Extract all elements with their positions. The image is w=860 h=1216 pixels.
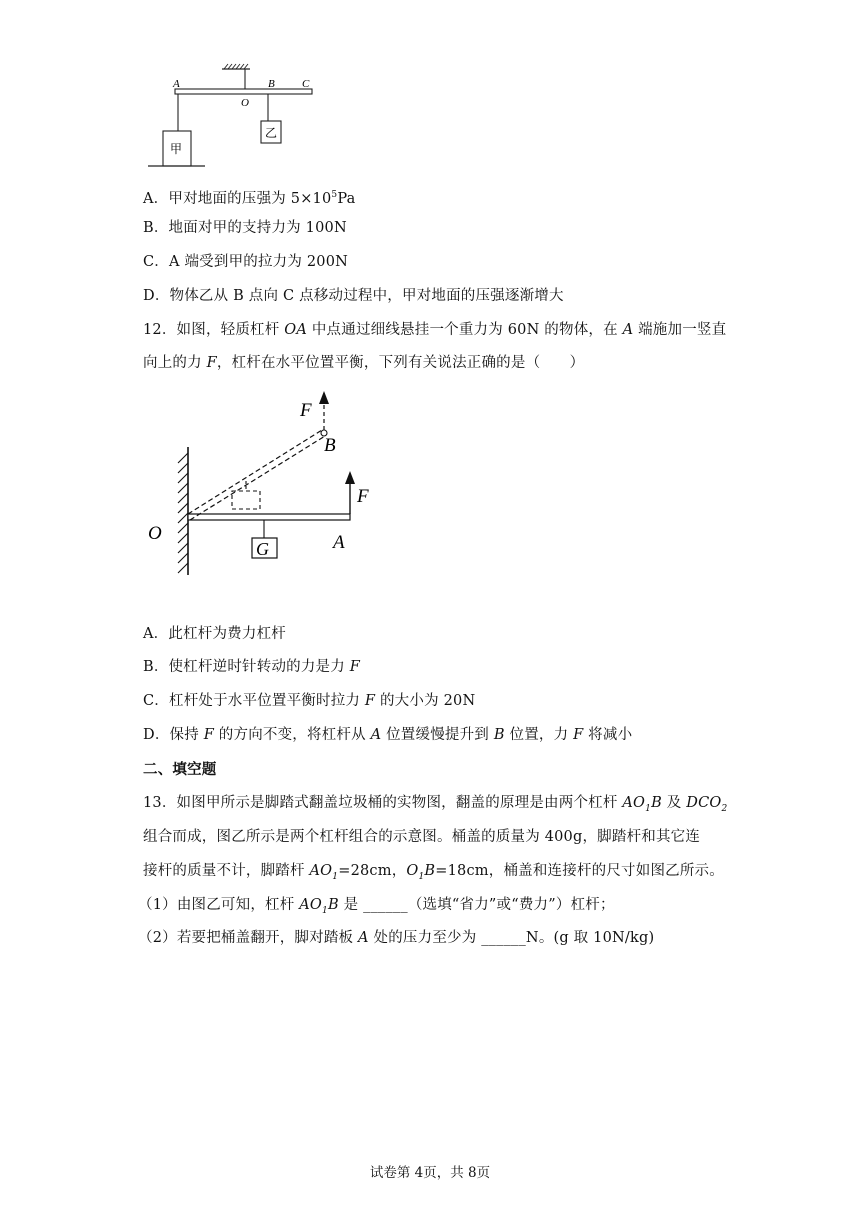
fig1-label-B: B [268, 78, 275, 90]
fig1-label-C: C [302, 78, 310, 90]
fig2-label-f-top: F [300, 400, 312, 421]
q12-option-d: D．保持 F 的方向不变，将杠杆从 A 位置缓慢提升到 B 位置，力 F 将减小 [143, 727, 633, 743]
q11-option-d: D．物体乙从 B 点向 C 点移动过程中，甲对地面的压强逐渐增大 [143, 288, 564, 304]
page-footer: 试卷第 4页，共 8页 [369, 1165, 491, 1181]
q11-option-a: A．甲对地面的压强为 $5\times 10^5Pa$ [143, 190, 356, 207]
q12-option-c: C．杠杆处于水平位置平衡时拉力 F 的大小为 20N [143, 693, 476, 709]
fig2-label-g: G [256, 539, 269, 559]
q13-line3: 接杆的质量不计，脚踏杆 $AO_1=28cm$，$O_1B=18cm$，桶盖和连接杆的尺寸如图乙所示。 [143, 863, 724, 882]
fig2-label-f-right: F [357, 486, 369, 507]
fig1-label-O: O [241, 97, 249, 109]
fig2-label-o: O [148, 523, 162, 544]
q13-sub1: （1）由图乙可知，杠杆 $AO_1B$ 是 ______（选填“省力”或“费力”）杠杆； [138, 897, 615, 916]
q11-option-c: C．A 端受到甲的拉力为 200N [143, 254, 349, 270]
q12-stem-line1: 12．如图，轻质杠杆 OA 中点通过细线悬挂一个重力为 60N 的物体，在 A 端施加一竖直 [143, 322, 727, 338]
q12-stem-line2: 向上的力 F，杠杆在水平位置平衡，下列有关说法正确的是（ ） [143, 355, 585, 371]
section-title-fill-in: 二、填空题 [143, 761, 217, 778]
q13-sub2: （2）若要把桶盖翻开，脚对踏板 A 处的压力至少为 ______N。(g 取 10N/kg) [138, 930, 655, 946]
q11-option-b: B．地面对甲的支持力为 100N [143, 220, 347, 236]
fig2-label-a: A [333, 532, 345, 553]
lever-figure-1 [0, 0, 860, 180]
fig1-box-jia: 甲 [170, 142, 183, 156]
q13-line2: 组合而成，图乙所示是两个杠杆组合的示意图。桶盖的质量为 400g，脚踏杆和其它连 [143, 829, 701, 845]
q13-line1: 13．如图甲所示是脚踏式翻盖垃圾桶的实物图，翻盖的原理是由两个杠杆 $AO_1B$ 及 $DCO_2$ [143, 795, 728, 814]
q12-option-a: A．此杠杆为费力杠杆 [143, 626, 286, 642]
q12-option-b: B．使杠杆逆时针转动的力是力 F [143, 659, 361, 675]
fig1-box-yi: 乙 [265, 126, 278, 140]
fig1-label-A: A [173, 78, 180, 90]
fig2-label-b: B [324, 435, 336, 456]
lever-figure-2 [0, 385, 860, 605]
